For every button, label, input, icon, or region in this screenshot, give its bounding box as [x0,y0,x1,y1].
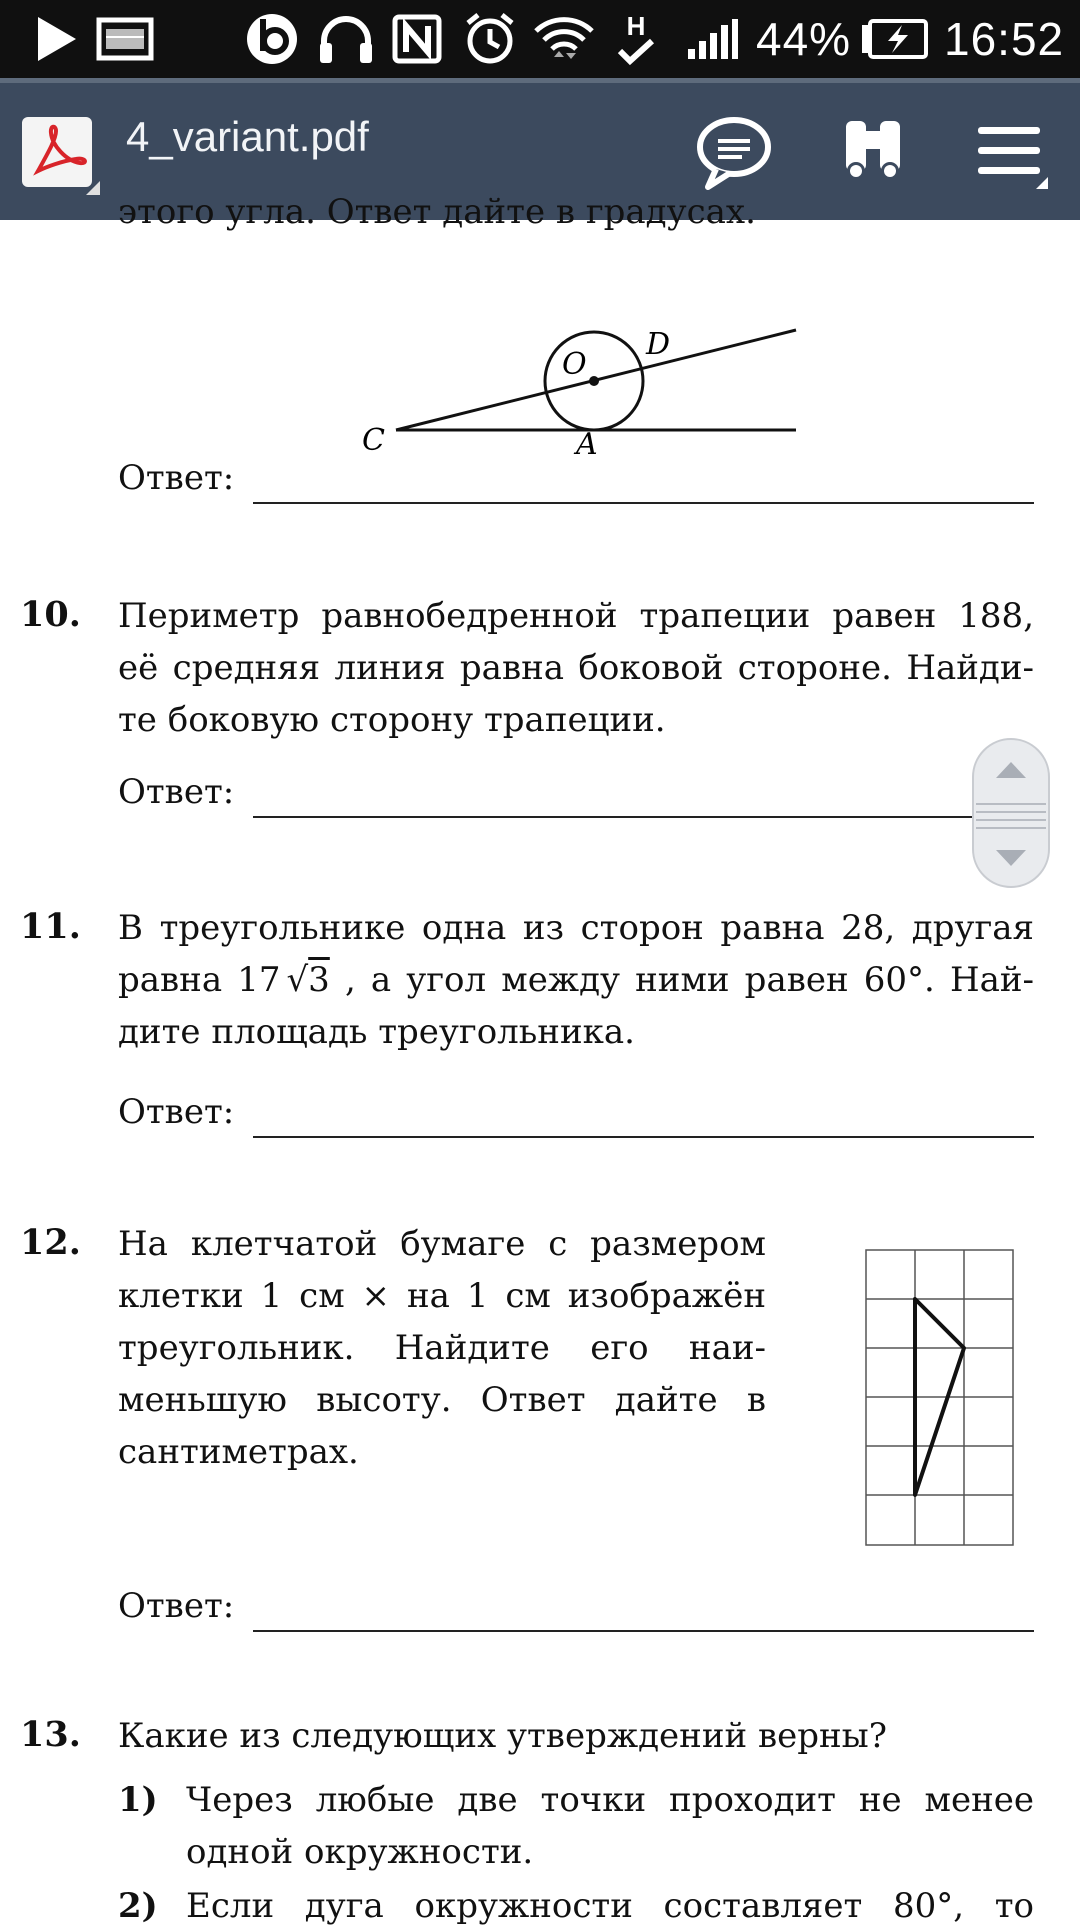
scroll-thumb[interactable] [972,738,1050,888]
data-icon [616,0,656,78]
scroll-up-icon [996,762,1026,778]
nfc-icon [392,0,442,78]
q11-line-1: В треугольнике одна из сторон равна 28, другая [118,908,1034,948]
answer-line-10[interactable] [253,816,973,818]
statement-2-line-1: Если дуга окружности составляет 80°, то [186,1886,1034,1926]
answer-label-9: Ответ: [118,458,235,498]
question-number-11: 11. [20,906,81,947]
signal-icon [686,0,740,78]
question-text-11 [118,902,1034,1058]
image-icon [96,0,154,78]
sqrt-radicand: 3 [308,960,330,1000]
question-number-13: 13. [20,1714,81,1755]
answer-line-9[interactable] [253,502,1034,504]
previous-question-tail: этого угла. Ответ дайте в градусах. [118,192,756,232]
statement-number-1: 1) [118,1780,158,1820]
clock: 16:52 [944,13,1065,65]
question-text-12 [118,1218,766,1478]
statement-text-1 [186,1774,1034,1878]
headphones-icon [318,0,374,78]
q12-line-3: треугольник. Найдите его наи- [118,1328,766,1368]
pdf-page[interactable] [0,192,1080,1926]
label-a: A [576,427,598,462]
menu-icon[interactable] [976,123,1048,194]
q11-line-2 [118,954,1034,1006]
q12-line-4: меньшую высоту. Ответ дайте в [118,1380,766,1420]
network-type-label: H [626,11,646,41]
scroll-down-icon [996,850,1026,866]
q11-line-2-end: , а угол между ними равен 60°. Най- [344,960,1035,1000]
status-bar [0,0,1080,78]
statement-1-line-2: одной окружности. [186,1832,534,1872]
statement-1-line-1: Через любые две точки проходит не менее [186,1780,1034,1820]
question-number-12: 12. [20,1222,81,1263]
q12-line-2: клетки 1 см × на 1 см изображён [118,1276,766,1316]
label-d: D [646,327,671,362]
q12-line-1: На клетчатой бумаге с размером [118,1224,766,1264]
q10-line-2: её средняя линия равна боковой стороне. Найди- [118,648,1034,688]
pdf-app-icon[interactable] [22,117,100,200]
q10-line-3: те боковую сторону трапеции. [118,700,666,740]
sqrt-symbol: √3 [286,960,330,1000]
play-icon [34,0,78,78]
alarm-icon [462,0,518,78]
answer-line-12[interactable] [253,1630,1034,1632]
q11-line-2-start: равна 17 [118,960,281,1000]
question-text-10 [118,590,1034,746]
question-text-13: Какие из следующих утверждений верны? [118,1716,887,1756]
question-number-10: 10. [20,594,81,635]
label-c: C [362,423,385,458]
q12-line-5: сантиметрах. [118,1432,359,1472]
wifi-icon [532,0,596,78]
answer-line-11[interactable] [253,1136,1034,1138]
answer-label-12: Ответ: [118,1586,235,1626]
statement-text-2 [186,1880,1034,1932]
q10-line-1: Периметр равнобедренной трапеции равен 188, [118,596,1034,636]
statement-number-2: 2) [118,1886,158,1926]
label-o: O [562,347,587,382]
answer-label-10: Ответ: [118,772,235,812]
battery-percent: 44% [756,13,852,65]
grid-triangle-figure [864,1248,1016,1548]
figure-tangent-circle [350,270,810,462]
answer-label-11: Ответ: [118,1092,235,1132]
binoculars-icon[interactable] [840,117,906,188]
document-title: 4_variant.pdf [126,113,369,160]
battery-icon [860,0,930,78]
comment-icon[interactable] [694,115,774,196]
q11-line-3: дите площадь треугольника. [118,1012,635,1052]
beats-icon [244,0,300,78]
